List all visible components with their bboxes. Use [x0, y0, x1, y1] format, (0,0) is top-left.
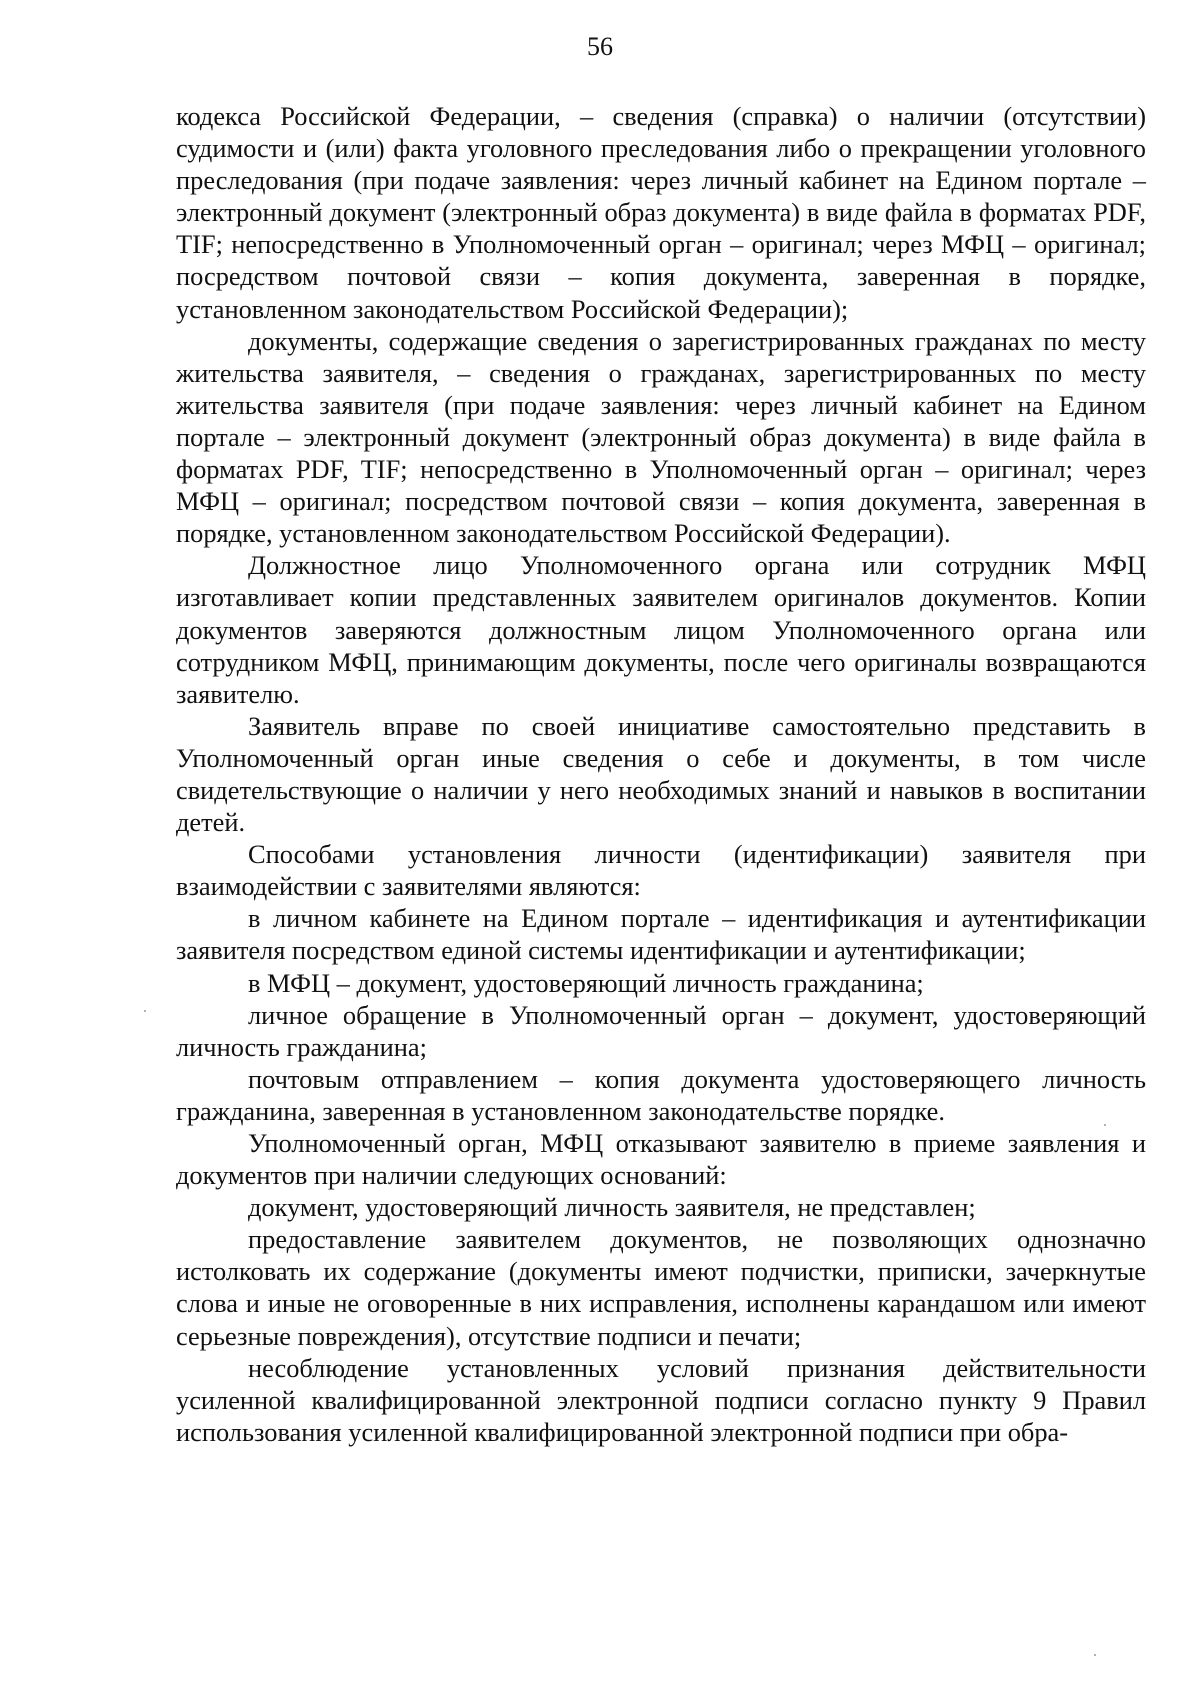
document-body	[176, 100, 1146, 1448]
paragraph-refusal-grounds: Уполномоченный орган, МФЦ отказывают заявителю в приеме заявления и документов при наличии следующих оснований:	[176, 1128, 1146, 1191]
paragraph-additional-documents: Заявитель вправе по своей инициативе самостоятельно представить в Уполномоченный орган иные сведения о себе и документы, в том числе свидетельствующие о наличии у него необходимых знаний и навыков в воспитании детей.	[176, 710, 1146, 838]
scan-speck	[144, 1010, 146, 1012]
scan-speck	[1104, 1124, 1106, 1126]
scan-speck	[1094, 1654, 1096, 1656]
paragraph-identification-methods: Способами установления личности (идентификации) заявителя при взаимодействии с заявителями являются:	[176, 839, 1146, 902]
paragraph-copies-certification: Должностное лицо Уполномоченного органа или сотрудник МФЦ изготавливает копии представленных заявителем оригиналов документов. Копии документов заверяются должностным лицом Уполномоченного органа или сотрудником МФЦ, принимающим документы, после чего оригиналы возвращаются заявителю.	[176, 550, 1146, 709]
paragraph-portal-identification: в личном кабинете на Едином портале – идентификация и аутентификации заявителя посредством единой системы идентификации и аутентификации;	[176, 903, 1146, 966]
paragraph-registered-citizens: документы, содержащие сведения о зарегистрированных гражданах по месту жительства заявителя, – сведения о гражданах, зарегистрированных по месту жительства заявителя (при подаче заявления: через личный кабинет на Едином портале – электронный документ (электронный образ документа) в виде файла в форматах PDF, TIF; непосредственно в Уполномоченный орган – оригинал; через МФЦ – оригинал; посредством почтовой связи – копия документа, заверенная в порядке, установленном законодательством Российской Федерации).	[176, 325, 1146, 549]
paragraph-criminal-record: кодекса Российской Федерации, – сведения (справка) о наличии (отсутствии) судимости и (или) факта уголовного преследования либо о прекращении уголовного преследования (при подаче заявления: через личный кабинет на Едином портале – электронный документ (электронный образ документа) в виде файла в форматах PDF, TIF; непосредственно в Уполномоченный орган – оригинал; через МФЦ – оригинал; посредством почтовой связи – копия документа, заверенная в порядке, установленном законодательством Российской Федерации);	[176, 101, 1146, 324]
paragraph-postal-delivery: почтовым отправлением – копия документа удостоверяющего личность гражданина, заверенная в установленном законодательстве порядке.	[176, 1063, 1146, 1126]
paragraph-ambiguous-documents: предоставление заявителем документов, не позволяющих однозначно истолковать их содержание (документы имеют подчистки, приписки, зачеркнутые слова и иные не оговоренные в них исправления, исполнены карандашом или имеют серьезные повреждения), отсутствие подписи и печати;	[176, 1224, 1146, 1351]
paragraph-no-id-document: документ, удостоверяющий личность заявителя, не представлен;	[248, 1192, 976, 1223]
paragraph-mfc-identification: в МФЦ – документ, удостоверяющий личность гражданина;	[248, 967, 924, 998]
paragraph-signature-validity: несоблюдение установленных условий признания действительности усиленной квалифицированной электронной подписи согласно пункту 9 Правил использования усиленной квалифицированной электронной подписи при обра-	[176, 1352, 1146, 1447]
page-number: 56	[587, 32, 613, 61]
paragraph-personal-visit: личное обращение в Уполномоченный орган – документ, удостоверяющий личность гражданина;	[176, 999, 1146, 1062]
